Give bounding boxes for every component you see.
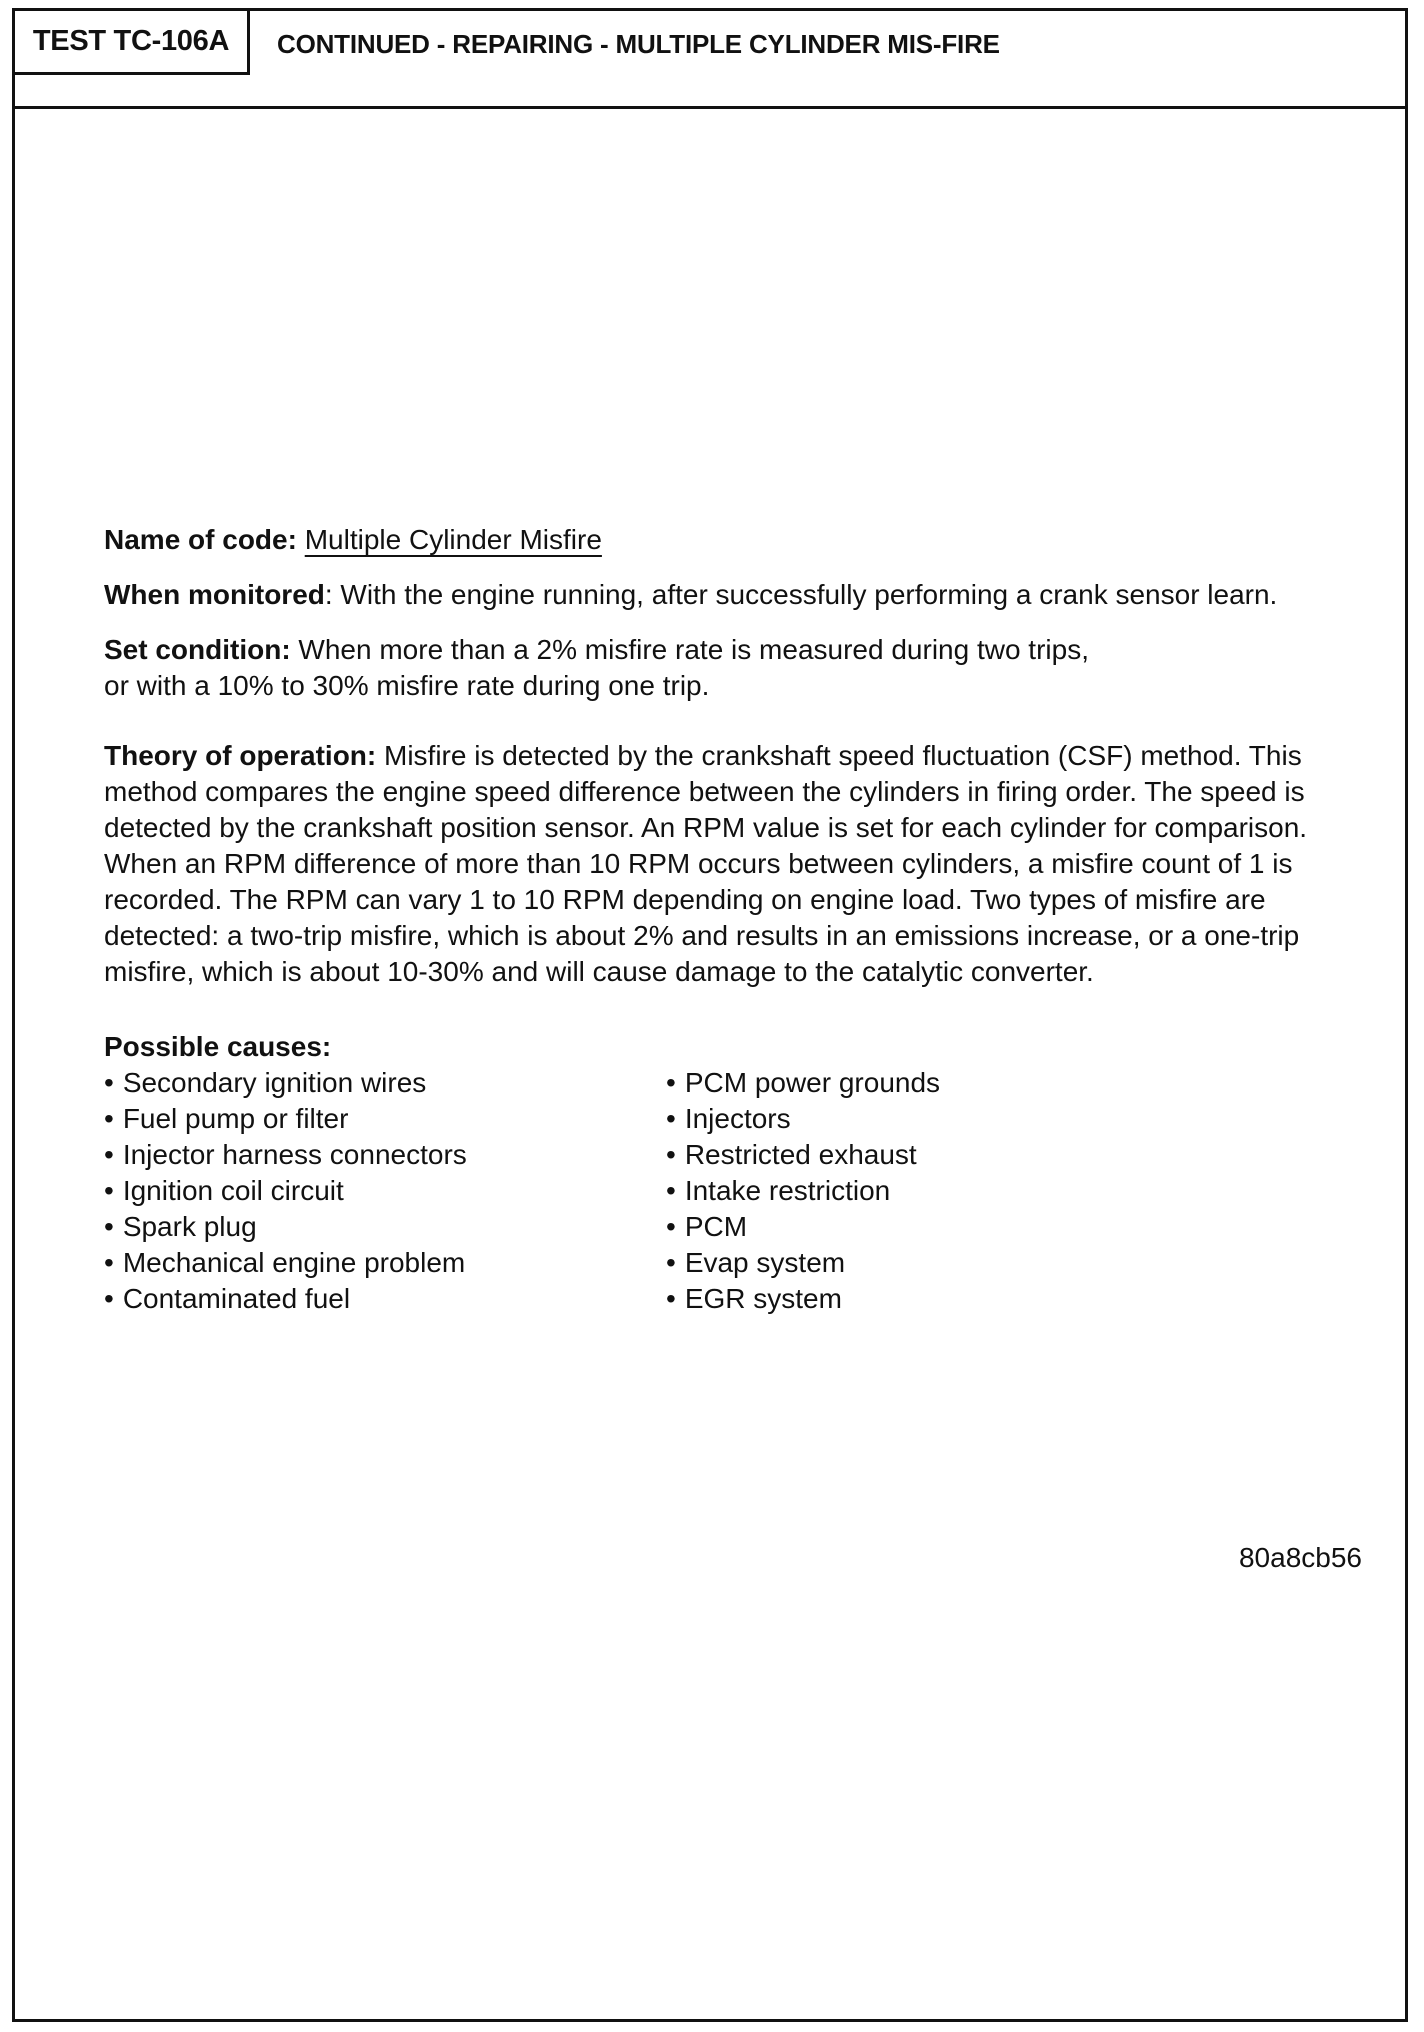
header-title: CONTINUED - REPAIRING - MULTIPLE CYLINDER MIS-FIRE <box>277 29 1000 59</box>
when-monitored-label: When monitored <box>104 579 325 610</box>
when-monitored-text: : With the engine running, after successfully performing a crank sensor learn. <box>324 579 1278 610</box>
cause-item: • Injectors <box>666 1101 1226 1137</box>
causes-column-left <box>104 1065 666 1317</box>
cause-item: • Spark plug <box>104 1209 666 1245</box>
code-name-label: Name of code: <box>104 524 297 555</box>
cause-item: • Evap system <box>666 1245 1226 1281</box>
cause-item: • Mechanical engine problem <box>104 1245 666 1281</box>
set-condition-line-2: or with a 10% to 30% misfire rate during one trip. <box>104 670 710 701</box>
cause-item: • Ignition coil circuit <box>104 1173 666 1209</box>
set-condition-paragraph <box>104 632 1334 704</box>
possible-causes-heading: Possible causes: <box>104 1031 332 1062</box>
theory-label: Theory of operation: <box>104 740 377 771</box>
cause-item: • Injector harness connectors <box>104 1137 666 1173</box>
possible-causes-list <box>104 1065 1334 1317</box>
causes-column-right <box>666 1065 1226 1317</box>
cause-item: • EGR system <box>666 1281 1226 1317</box>
code-name-line <box>104 522 1334 558</box>
test-id-box: TEST TC-106A <box>15 11 250 75</box>
theory-paragraph <box>104 738 1334 990</box>
header-row <box>15 11 1405 109</box>
content-body <box>104 522 1334 1317</box>
cause-item: • Fuel pump or filter <box>104 1101 666 1137</box>
cause-item: • Intake restriction <box>666 1173 1226 1209</box>
cause-item: • PCM power grounds <box>666 1065 1226 1101</box>
cause-item: • Secondary ignition wires <box>104 1065 666 1101</box>
theory-text: Misfire is detected by the crankshaft speed fluctuation (CSF) method. This method compares the engine speed difference between the cylinders in firing order. The speed is detected by the crankshaft position sensor. An RPM value is set for each cylinder for comparison. When an RPM difference of more than 10 RPM occurs between cylinders, a misfire count of 1 is recorded. The RPM can vary 1 to 10 RPM depending on engine load. Two types of misfire are detected: a two-trip misfire, which is about 2% and results in an emissions increase, or a one-trip misfire, which is about 10-30% and will cause damage to the catalytic converter. <box>104 740 1308 987</box>
cause-item: • Restricted exhaust <box>666 1137 1226 1173</box>
set-condition-line-1: When more than a 2% misfire rate is measured during two trips, <box>290 634 1089 665</box>
when-monitored-paragraph <box>104 577 1334 613</box>
set-condition-label: Set condition: <box>104 634 291 665</box>
document-id: 80a8cb56 <box>1238 1542 1362 1573</box>
cause-item: • PCM <box>666 1209 1226 1245</box>
code-name-value: Multiple Cylinder Misfire <box>304 524 602 555</box>
cause-item: • Contaminated fuel <box>104 1281 666 1317</box>
